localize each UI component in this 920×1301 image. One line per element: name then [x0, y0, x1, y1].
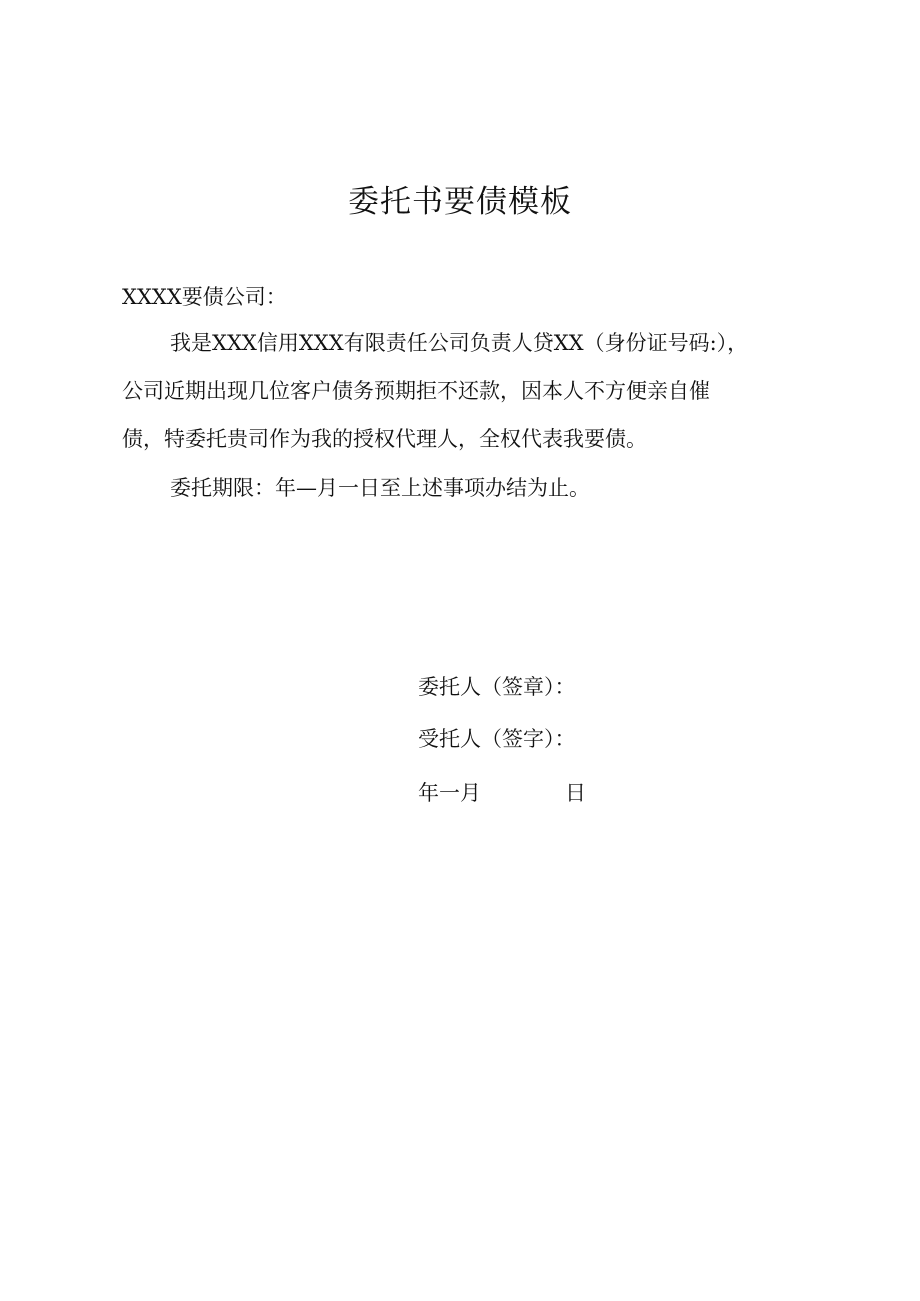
document-title: 委托书要债模板 [348, 184, 572, 220]
greeting-line: XXXX要债公司： [122, 285, 287, 309]
principal-signature-line: 委托人（签章）： [418, 675, 576, 699]
agent-signature-line: 受托人（签字）： [418, 727, 576, 751]
date-line: 年一月 [418, 781, 481, 805]
body-paragraph-1-line-1: 我是XXX信用XXX有限责任公司负责人贷XX（身份证号码:）， [170, 331, 749, 355]
entrust-period-line: 委托期限：年—月一日至上述事项办结为止。 [170, 476, 590, 500]
body-paragraph-1-line-3: 债，特委托贵司作为我的授权代理人，全权代表我要债。 [122, 427, 647, 451]
date-day-label: 日 [565, 781, 586, 805]
body-paragraph-1-line-2: 公司近期出现几位客户债务预期拒不还款，因本人不方便亲自催 [122, 379, 710, 403]
